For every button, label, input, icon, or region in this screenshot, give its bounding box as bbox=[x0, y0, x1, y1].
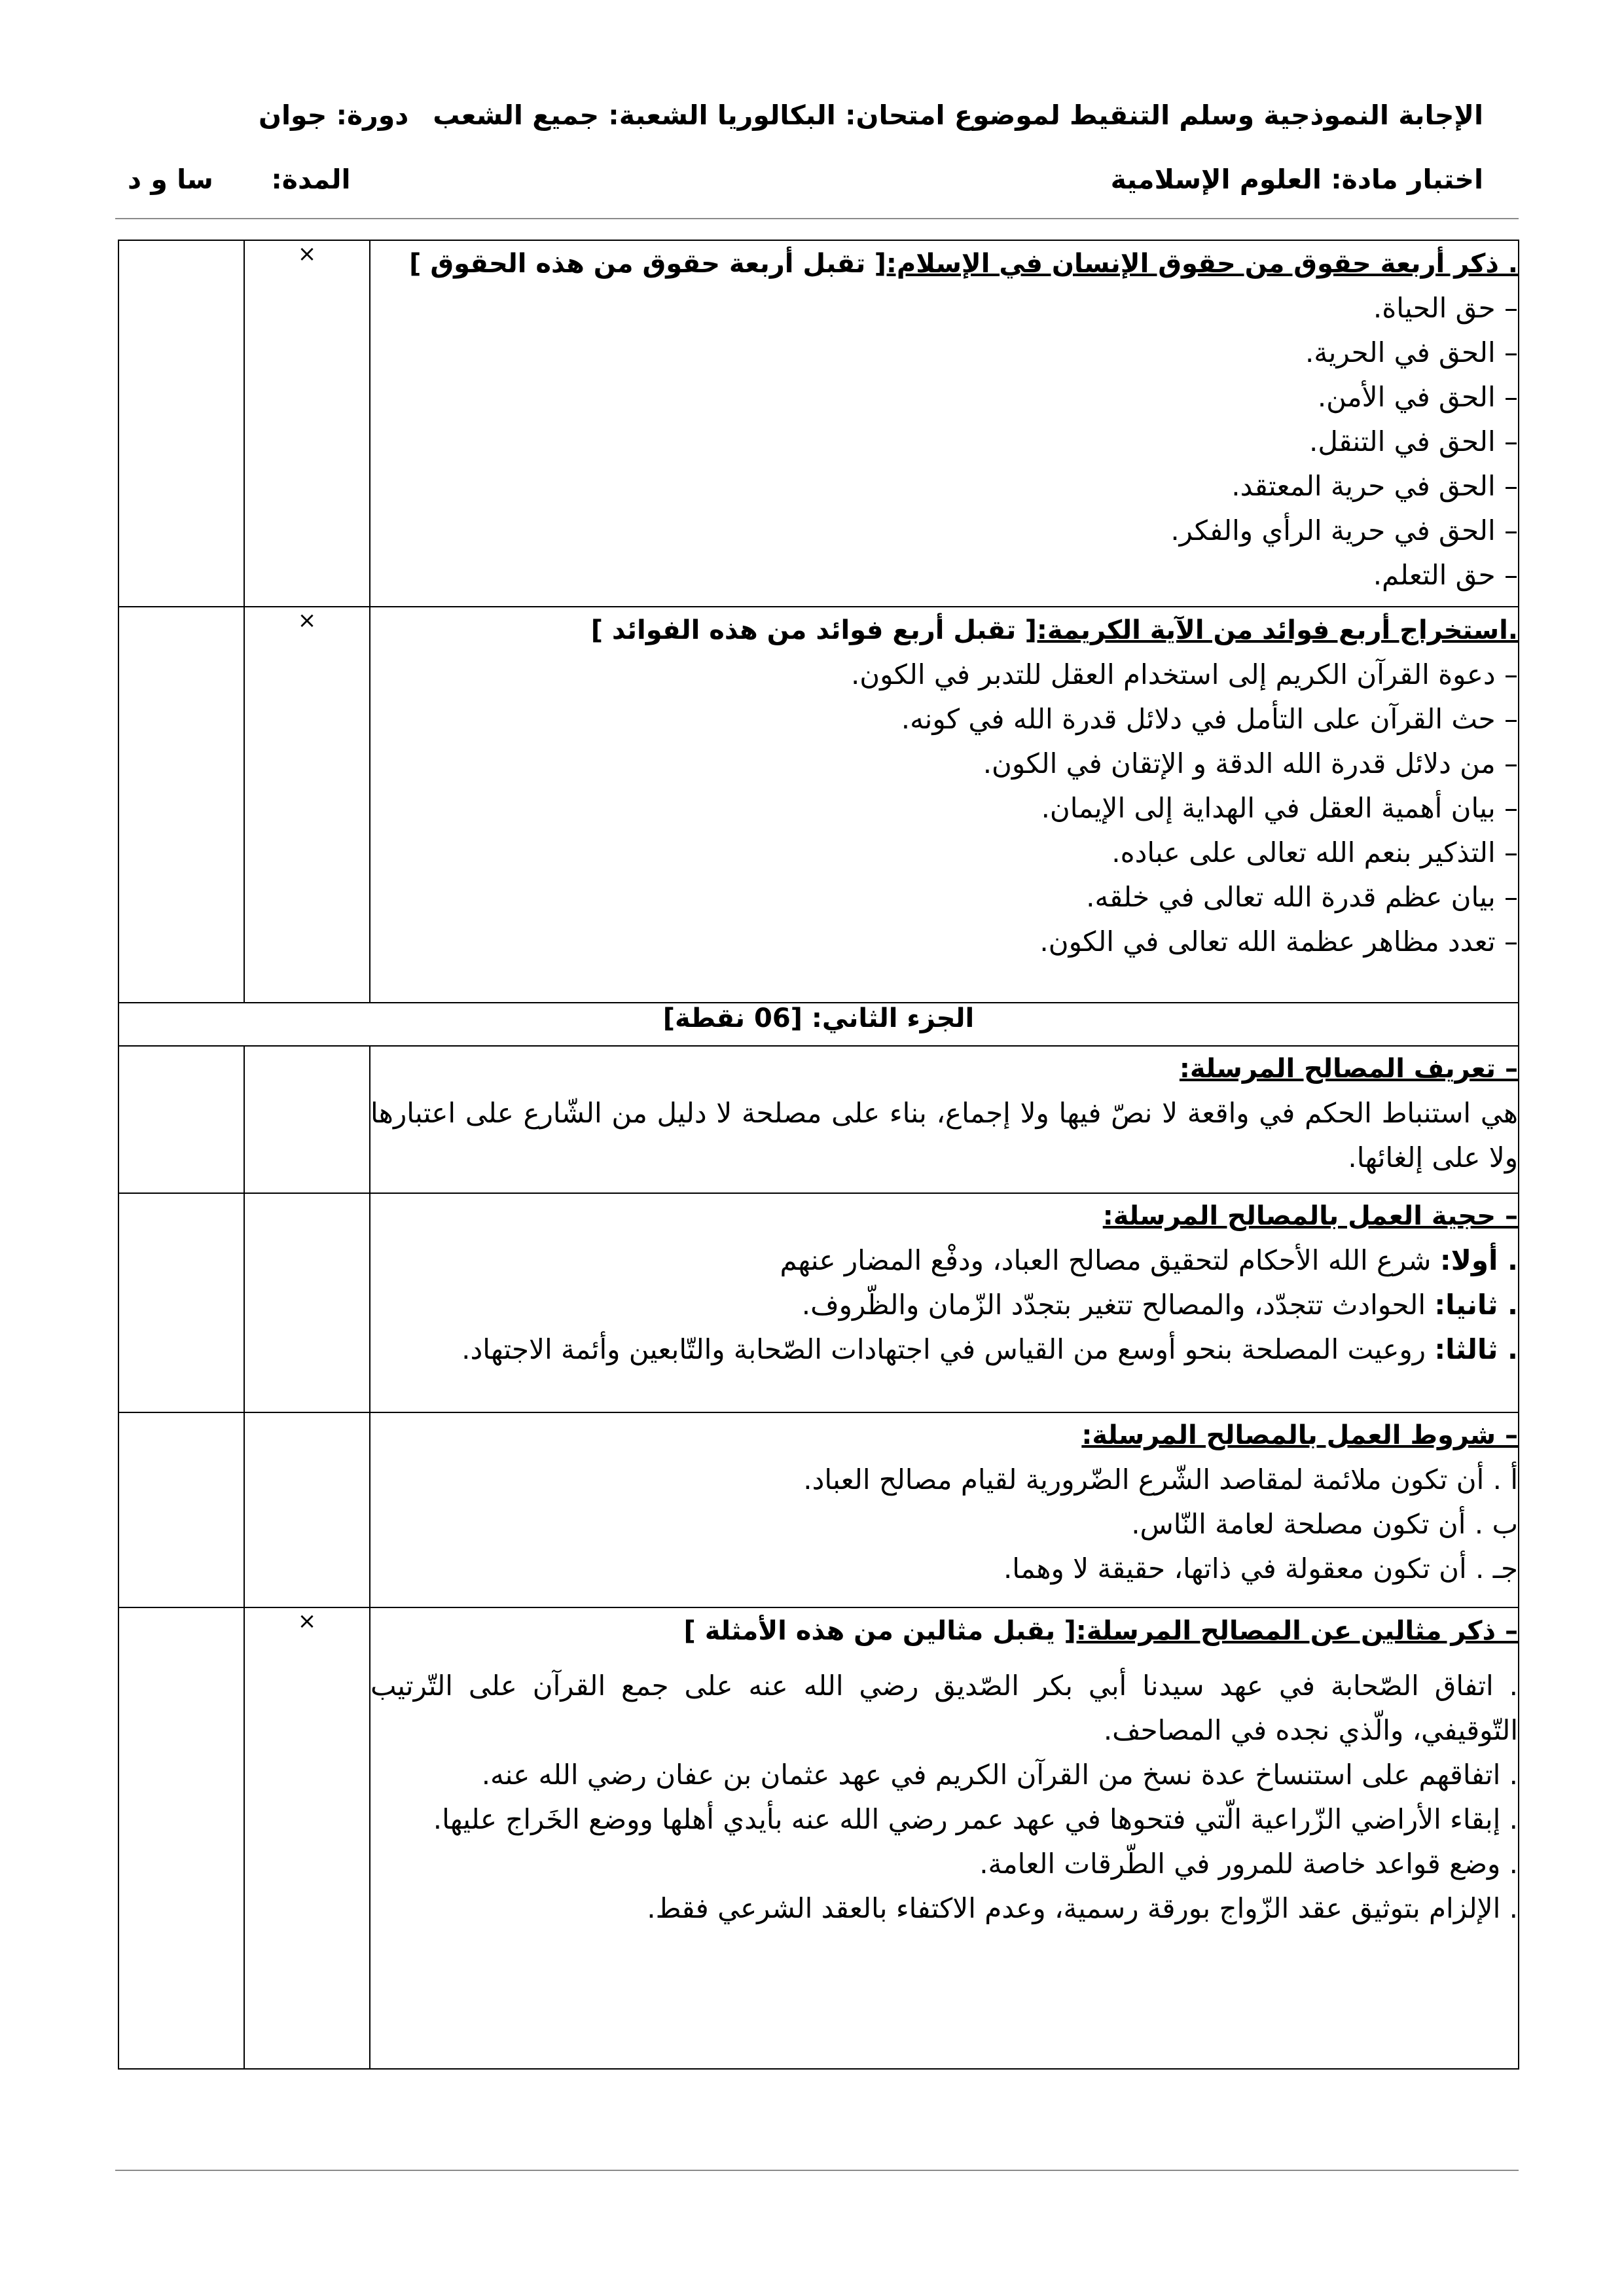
grade-partial-cell bbox=[244, 240, 370, 607]
grade-total-cell bbox=[118, 1046, 244, 1193]
item-text: روعيت المصلحة بنحو أوسع من القياس في اجتهادات الصّحابة والتّابعين وأئمة الاجتهاد. bbox=[461, 1333, 1435, 1365]
duration-block bbox=[128, 164, 351, 195]
list-item: – حق الحياة. bbox=[1373, 292, 1518, 324]
list-item: – بيان عظم قدرة الله تعالى في خلقه. bbox=[1086, 881, 1518, 913]
grade-total-cell bbox=[118, 1412, 244, 1607]
answer-cell bbox=[370, 240, 1519, 607]
grade-total-cell bbox=[118, 607, 244, 1003]
row-authority bbox=[118, 1193, 1519, 1412]
item-label: . ثانيا: bbox=[1434, 1289, 1518, 1321]
list-item: أ . أن تكون ملائمة لمقاصد الشّرع الضّرورية لقيام مصالح العباد. bbox=[803, 1463, 1518, 1496]
definition-text: هي استنباط الحكم في واقعة لا نصّ فيها ولا إجماع، بناء على مصلحة لا دليل من الشّارع على اعتبارها ولا على إلغائها. bbox=[370, 1097, 1518, 1174]
list-item: جـ . أن تكون معقولة في ذاتها، حقيقة لا وهما. bbox=[1003, 1552, 1518, 1585]
list-item: – الحق في الحرية. bbox=[1305, 336, 1518, 368]
grade-partial-cell bbox=[244, 607, 370, 1003]
row-definition bbox=[118, 1046, 1519, 1193]
question-title: – ذكر مثالين عن المصالح المرسلة:[ bbox=[1064, 1616, 1518, 1646]
item-text: شرع الله الأحكام لتحقيق مصالح العباد، ودفْع المضار عنهم bbox=[780, 1244, 1440, 1276]
list-item: – تعدد مظاهر عظمة الله تعالى في الكون. bbox=[1039, 925, 1518, 958]
row-human-rights bbox=[118, 240, 1519, 607]
answer-cell bbox=[370, 1046, 1519, 1193]
mark-symbol: × bbox=[297, 607, 317, 634]
grade-partial-cell bbox=[244, 1193, 370, 1412]
mark-symbol: × bbox=[297, 241, 317, 267]
subject-label: اختبار مادة: العلوم الإسلامية bbox=[1110, 164, 1483, 195]
item-label: . أولا: bbox=[1439, 1244, 1518, 1276]
answer-cell bbox=[370, 1412, 1519, 1607]
answer-cell bbox=[370, 1193, 1519, 1412]
exam-header-text: الإجابة النموذجية وسلم التنقيط لموضوع امتحان: البكالوريا الشعبة: جميع الشعب bbox=[433, 99, 1483, 131]
row-part-two bbox=[118, 1003, 1519, 1046]
row-conditions bbox=[118, 1412, 1519, 1607]
grade-total-cell bbox=[118, 1193, 244, 1412]
list-item: . الإلزام بتوثيق عقد الزّواج بورقة رسمية، وعدم الاكتفاء بالعقد الشرعي فقط. bbox=[647, 1892, 1518, 1924]
question-note: تقبل أربع فوائد من هذه الفوائد ] bbox=[590, 615, 1017, 645]
list-item: . إبقاء الأراضي الزّراعية الّتي فتحوها في عهد عمر رضي الله عنه بأيدي أهلها ووضع الخَراج عليها. bbox=[433, 1803, 1518, 1835]
question-title: – حجية العمل بالمصالح المرسلة: bbox=[1102, 1201, 1518, 1231]
question-title: – شروط العمل بالمصالح المرسلة: bbox=[1081, 1420, 1518, 1450]
list-item: . اتفاق الصّحابة في عهد سيدنا أبي بكر الصّديق رضي الله عنه على جمع القرآن على التّرتيب التّوقيفي، والّذي نجده في المصاحف. bbox=[370, 1670, 1518, 1746]
header-divider bbox=[115, 218, 1519, 219]
duration-label: المدة: bbox=[271, 164, 351, 195]
grade-partial-cell bbox=[244, 1607, 370, 2069]
list-item: . اتفاقهم على استنساخ عدة نسخ من القرآن الكريم في عهد عثمان بن عفان رضي الله عنه. bbox=[481, 1759, 1518, 1791]
list-item: – بيان أهمية العقل في الهداية إلى الإيمان. bbox=[1041, 792, 1518, 824]
exam-header-subject bbox=[128, 164, 1483, 195]
mark-symbol: × bbox=[297, 1608, 317, 1634]
list-item: – الحق في حرية الرأي والفكر. bbox=[1170, 514, 1518, 547]
list-item: – حث القرآن على التأمل في دلائل قدرة الله في كونه. bbox=[901, 703, 1518, 735]
list-item: . وضع قواعد خاصة للمرور في الطّرقات العامة. bbox=[979, 1848, 1518, 1880]
list-item: – الحق في التنقل. bbox=[1309, 425, 1518, 457]
duration-value: سا و د bbox=[128, 164, 213, 195]
list-item: ب . أن تكون مصلحة لعامة النّاس. bbox=[1131, 1508, 1518, 1540]
row-examples bbox=[118, 1607, 1519, 2069]
item-text: الحوادث تتجدّد، والمصالح تتغير بتجدّد الزّمان والظّروف. bbox=[801, 1289, 1435, 1321]
list-item bbox=[370, 1283, 1518, 1327]
question-title: .استخراج أربع فوائد من الآية الكريمة:[ bbox=[1024, 615, 1518, 645]
question-note: يقبل مثالين من هذه الأمثلة ] bbox=[683, 1616, 1056, 1646]
list-item: – من دلائل قدرة الله الدقة و الإتقان في الكون. bbox=[983, 747, 1518, 780]
grade-total-cell bbox=[118, 240, 244, 607]
question-title: – تعريف المصالح المرسلة: bbox=[1179, 1054, 1518, 1084]
list-item: – الحق في الأمن. bbox=[1317, 381, 1518, 413]
exam-header-title bbox=[259, 99, 1483, 131]
session-label: دورة: جوان bbox=[259, 99, 409, 131]
list-item bbox=[370, 1327, 1518, 1372]
list-item bbox=[370, 1238, 1518, 1283]
footer-divider bbox=[115, 2170, 1519, 2171]
list-item: – الحق في حرية المعتقد. bbox=[1231, 470, 1518, 502]
list-item: – التذكير بنعم الله تعالى على عباده. bbox=[1111, 836, 1518, 869]
grade-total-cell bbox=[118, 1607, 244, 2069]
grade-partial-cell bbox=[244, 1412, 370, 1607]
list-item: – حق التعلم. bbox=[1373, 559, 1518, 591]
question-note: تقبل أربعة حقوق من هذه الحقوق ] bbox=[409, 249, 866, 279]
part-two-heading: الجزء الثاني: [06 نقطة] bbox=[118, 1003, 1519, 1046]
answer-cell bbox=[370, 1607, 1519, 2069]
list-item: – دعوة القرآن الكريم إلى استخدام العقل للتدبر في الكون. bbox=[850, 658, 1518, 691]
row-verse-benefits bbox=[118, 607, 1519, 1003]
answer-cell bbox=[370, 607, 1519, 1003]
grade-partial-cell bbox=[244, 1046, 370, 1193]
answer-table bbox=[118, 240, 1519, 2070]
question-title: . ذكر أربعة حقوق من حقوق الإنسان في الإسلام:[ bbox=[874, 249, 1518, 279]
item-label: . ثالثا: bbox=[1434, 1333, 1518, 1365]
